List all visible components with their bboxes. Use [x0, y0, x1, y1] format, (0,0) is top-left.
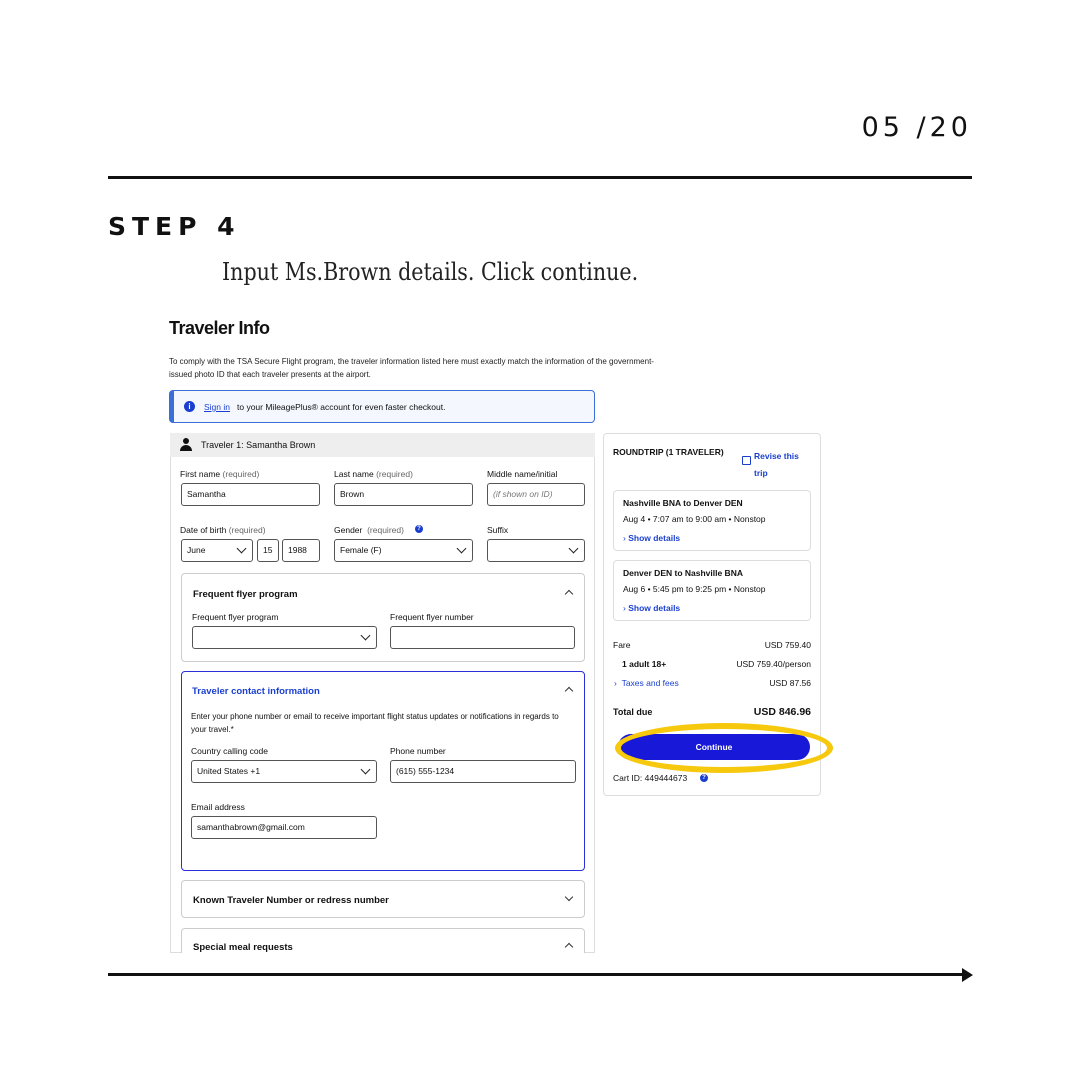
- dob-year-input[interactable]: 1988: [282, 539, 320, 562]
- suffix-label: Suffix: [487, 525, 509, 535]
- segment-card-return: [613, 560, 811, 621]
- instruction-text: Input Ms.Brown details. Click continue.: [222, 258, 639, 286]
- meal-section[interactable]: [181, 928, 585, 953]
- page-title: Traveler Info: [169, 318, 270, 338]
- meal-title[interactable]: Special meal requests: [193, 942, 293, 953]
- ffp-number-label: Frequent flyer number: [390, 612, 474, 622]
- country-code-label: Country calling code: [191, 746, 269, 756]
- chevron-up-icon[interactable]: [565, 687, 573, 695]
- middle-name-label: Middle name/initial: [487, 469, 558, 479]
- dob-label: Date of birth (required): [180, 525, 266, 535]
- chevron-up-icon[interactable]: [565, 590, 573, 598]
- chevron-down-icon: [457, 544, 467, 554]
- taxes-link[interactable]: › Taxes and fees: [614, 678, 679, 688]
- country-code-select[interactable]: United States +1: [191, 760, 377, 783]
- first-name-label: First name (required): [180, 469, 260, 479]
- signin-text: to your MileagePlus® account for even faster checkout.: [237, 402, 446, 412]
- trip-summary-title: ROUNDTRIP (1 TRAVELER): [613, 447, 724, 457]
- segment-details: Aug 4 • 7:07 am to 9:00 am • Nonstop: [623, 514, 766, 524]
- ktn-section[interactable]: [181, 880, 585, 918]
- person-icon: [180, 438, 192, 451]
- middle-name-input[interactable]: (if shown on ID): [487, 483, 585, 506]
- chevron-down-icon: [361, 631, 371, 641]
- chevron-up-icon[interactable]: [565, 943, 573, 951]
- ffp-number-input[interactable]: [390, 626, 575, 649]
- last-name-label: Last name (required): [334, 469, 413, 479]
- segment-route: Denver DEN to Nashville BNA: [623, 568, 743, 578]
- external-link-icon[interactable]: [742, 456, 751, 465]
- gender-label: Gender (required): [334, 525, 404, 535]
- email-label: Email address: [191, 802, 245, 812]
- bottom-divider: [108, 973, 964, 976]
- tsa-notice: To comply with the TSA Secure Flight program, the traveler information listed here must exactly match the information of the government-issued photo ID that each traveler presents at the airport.: [169, 357, 654, 379]
- dob-month-select[interactable]: June: [181, 539, 253, 562]
- frequent-flyer-title[interactable]: Frequent flyer program: [193, 589, 298, 600]
- continue-button[interactable]: Continue: [618, 734, 810, 760]
- first-name-input[interactable]: Samantha: [181, 483, 320, 506]
- chevron-down-icon[interactable]: [565, 893, 573, 901]
- traveler-header: [170, 433, 595, 457]
- top-divider: [108, 176, 972, 179]
- ktn-title[interactable]: Known Traveler Number or redress number: [193, 895, 389, 906]
- gender-select[interactable]: Female (F): [334, 539, 473, 562]
- cart-id: Cart ID: 449444673: [613, 773, 688, 783]
- adult-label: 1 adult 18+: [622, 659, 667, 669]
- chevron-down-icon: [361, 765, 371, 775]
- contact-info-title[interactable]: Traveler contact information: [192, 686, 320, 697]
- contact-info-section: [181, 671, 585, 871]
- adult-value: USD 759.40/person: [736, 659, 811, 669]
- step-title: STEP 4: [108, 212, 241, 241]
- checkout-screenshot: [160, 310, 840, 953]
- show-details-link[interactable]: › Show details: [623, 533, 681, 543]
- phone-label: Phone number: [390, 746, 446, 756]
- continue-highlight-ring: [615, 723, 833, 773]
- segment-card-outbound: [613, 490, 811, 551]
- ffp-program-select[interactable]: [192, 626, 377, 649]
- last-name-input[interactable]: Brown: [334, 483, 473, 506]
- phone-input[interactable]: (615) 555-1234: [390, 760, 576, 783]
- show-details-link[interactable]: › Show details: [623, 603, 681, 613]
- page-number: 05 /20: [861, 112, 972, 143]
- dob-day-input[interactable]: 15: [257, 539, 279, 562]
- traveler-header-label: Traveler 1: Samantha Brown: [201, 440, 316, 450]
- traveler-form: [170, 457, 595, 953]
- segment-route: Nashville BNA to Denver DEN: [623, 498, 743, 508]
- contact-description: Enter your phone number or email to receive important flight status updates or notifications in regards to your travel.*: [191, 712, 559, 734]
- help-icon[interactable]: ?: [415, 525, 423, 533]
- fare-label: Fare: [613, 640, 631, 650]
- total-label: Total due: [613, 707, 653, 717]
- arrow-right-icon: [962, 968, 973, 982]
- signin-banner: [169, 390, 595, 423]
- ffp-program-label: Frequent flyer program: [192, 612, 279, 622]
- total-value: USD 846.96: [753, 706, 811, 718]
- suffix-select[interactable]: [487, 539, 585, 562]
- chevron-down-icon: [237, 544, 247, 554]
- chevron-down-icon: [569, 544, 579, 554]
- segment-details: Aug 6 • 5:45 pm to 9:25 pm • Nonstop: [623, 584, 766, 594]
- signin-link[interactable]: Sign in: [204, 402, 230, 412]
- fare-value: USD 759.40: [764, 640, 811, 650]
- revise-trip-link[interactable]: Revise this trip: [754, 451, 799, 478]
- frequent-flyer-section: [181, 573, 585, 662]
- info-icon: i: [184, 401, 195, 412]
- email-input[interactable]: samanthabrown@gmail.com: [191, 816, 377, 839]
- help-icon[interactable]: ?: [700, 774, 708, 782]
- taxes-value: USD 87.56: [769, 678, 811, 688]
